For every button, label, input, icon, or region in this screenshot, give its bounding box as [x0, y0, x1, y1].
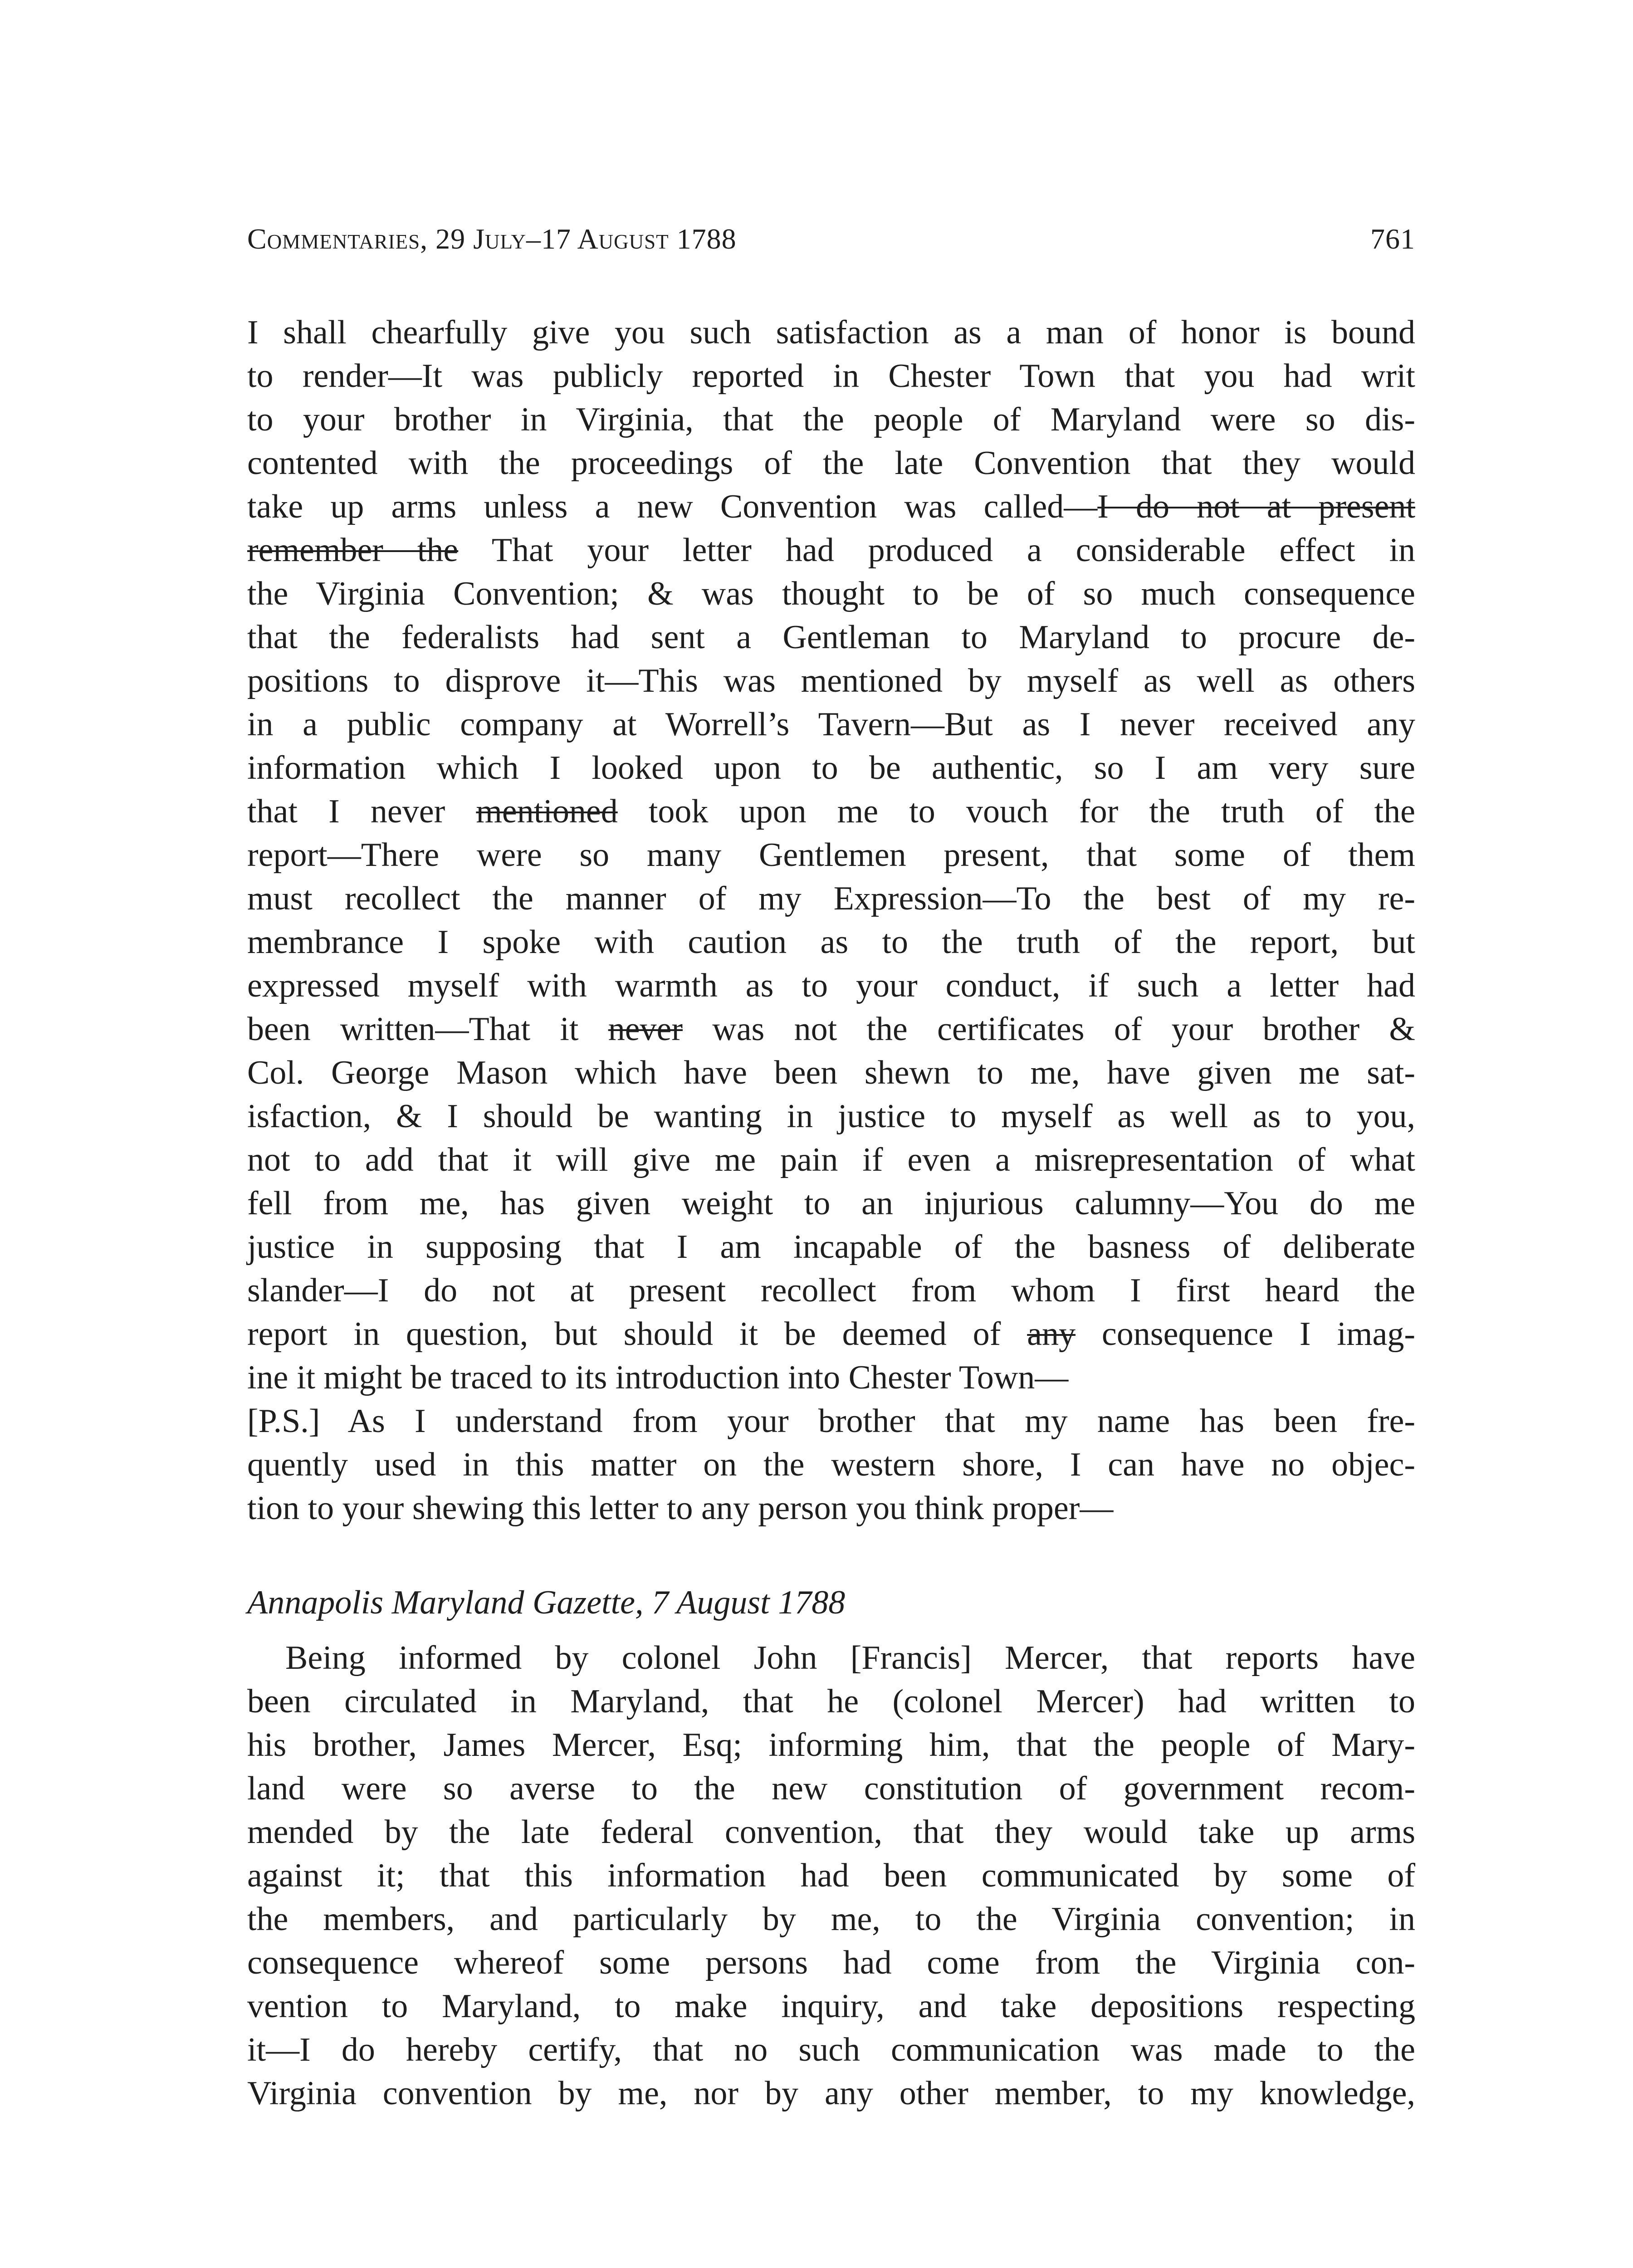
line-text: the Virginia Convention; & was thought to be of so much consequence — [247, 575, 1415, 612]
line-text: consequence I imag- — [1076, 1315, 1415, 1353]
text-line — [247, 1636, 1415, 1680]
text-line — [247, 1399, 1415, 1443]
line-text: justice in supposing that I am incapable of the basness of deliberate — [247, 1228, 1415, 1266]
line-text: slander—I do not at present recollect from whom I first heard the — [247, 1272, 1415, 1309]
text-line — [247, 572, 1415, 616]
text-line — [247, 441, 1415, 485]
text-line — [247, 1269, 1415, 1312]
text-line — [247, 964, 1415, 1007]
line-text: Col. George Mason which have been shewn to me, have given me sat- — [247, 1054, 1415, 1091]
line-text: take up arms unless a new Convention was called— — [247, 488, 1098, 525]
line-text: the members, and particularly by me, to the Virginia convention; in — [247, 1901, 1415, 1938]
text-line — [247, 2072, 1415, 2115]
text-line — [247, 746, 1415, 790]
line-text: report—There were so many Gentlemen present, that some of them — [247, 836, 1415, 874]
struck-text: any — [1027, 1315, 1076, 1353]
running-head — [247, 222, 1415, 277]
text-line — [247, 1138, 1415, 1182]
text-line — [247, 2028, 1415, 2072]
text-line — [247, 1051, 1415, 1095]
line-text: was not the certificates of your brother & — [683, 1011, 1415, 1048]
text-line — [247, 1810, 1415, 1854]
line-text: must recollect the manner of my Expression—To the best of my re- — [247, 880, 1415, 917]
struck-text: mentioned — [476, 793, 618, 830]
line-text: his brother, James Mercer, Esq; informing him, that the people of Mary- — [247, 1726, 1415, 1764]
gazette-text — [247, 1636, 1415, 2115]
text-line — [247, 1767, 1415, 1810]
text-line — [247, 790, 1415, 833]
text-line — [247, 1225, 1415, 1269]
line-text: membrance I spoke with caution as to the truth of the report, but — [247, 924, 1415, 961]
line-text: expressed myself with warmth as to your conduct, if such a letter had — [247, 967, 1415, 1004]
running-head-title: Commentaries, 29 July–17 August 1788 — [247, 223, 737, 255]
line-text: it—I do hereby certify, that no such communication was made to the — [247, 2031, 1415, 2068]
struck-text: remember the — [247, 532, 459, 569]
text-line — [247, 616, 1415, 659]
struck-text: I do not at present — [1097, 488, 1416, 525]
line-text: land were so averse to the new constitution of government recom- — [247, 1770, 1415, 1807]
text-line — [247, 398, 1415, 441]
text-line — [247, 1897, 1415, 1941]
letter-text — [247, 311, 1415, 1530]
line-text: against it; that this information had been communicated by some of — [247, 1857, 1415, 1894]
line-text: in a public company at Worrell’s Tavern—But as I never received any — [247, 706, 1415, 743]
book-page — [247, 222, 1415, 2115]
line-text: been circulated in Maryland, that he (colonel Mercer) had written to — [247, 1683, 1415, 1720]
line-text: been written—That it — [247, 1011, 608, 1048]
line-text: mended by the late federal convention, that they would take up arms — [247, 1813, 1415, 1851]
line-text: that I never — [247, 793, 476, 830]
line-text: information which I looked upon to be authentic, so I am very sure — [247, 749, 1415, 787]
line-text: vention to Maryland, to make inquiry, and take depositions respecting — [247, 1988, 1415, 2025]
text-line — [247, 1984, 1415, 2028]
page-number: 761 — [1370, 223, 1415, 255]
text-line — [247, 703, 1415, 746]
text-line — [247, 311, 1415, 354]
text-line — [247, 1182, 1415, 1225]
text-line — [247, 659, 1415, 703]
text-line — [247, 920, 1415, 964]
line-text: to render—It was publicly reported in Chester Town that you had writ — [247, 357, 1415, 395]
line-text: quently used in this matter on the western shore, I can have no objec- — [247, 1446, 1415, 1483]
line-text: Being informed by colonel John [Francis] Mercer, that reports have — [285, 1639, 1415, 1677]
line-text: That your letter had produced a considerable effect in — [458, 532, 1416, 569]
text-line — [247, 877, 1415, 920]
text-line — [247, 1312, 1415, 1356]
text-line — [247, 354, 1415, 398]
text-line — [247, 528, 1415, 572]
line-text: [P.S.] As I understand from your brother that my name has been fre- — [247, 1403, 1415, 1440]
line-text: I shall chearfully give you such satisfaction as a man of honor is bound — [247, 314, 1415, 351]
line-text: isfaction, & I should be wanting in justice to myself as well as to you, — [247, 1098, 1415, 1135]
line-text: fell from me, has given weight to an injurious calumny—You do me — [247, 1185, 1415, 1222]
text-line — [247, 1356, 1415, 1399]
text-line — [247, 1095, 1415, 1138]
line-text: to your brother in Virginia, that the people of Maryland were so dis- — [247, 401, 1415, 438]
line-text: consequence whereof some persons had come from the Virginia con- — [247, 1944, 1415, 1981]
text-line — [247, 1680, 1415, 1723]
line-text: that the federalists had sent a Gentleman to Maryland to procure de- — [247, 619, 1415, 656]
line-text: not to add that it will give me pain if even a misrepresentation of what — [247, 1141, 1415, 1178]
text-line — [247, 1007, 1415, 1051]
text-line — [247, 1941, 1415, 1984]
text-line — [247, 1486, 1415, 1530]
text-line — [247, 485, 1415, 528]
line-text: tion to your shewing this letter to any person you think proper— — [247, 1490, 1114, 1527]
struck-text: never — [608, 1011, 683, 1048]
line-text: report in question, but should it be deemed of — [247, 1315, 1027, 1353]
line-text: Virginia convention by me, nor by any other member, to my knowledge, — [247, 2075, 1415, 2112]
line-text: positions to disprove it—This was mentioned by myself as well as others — [247, 662, 1415, 699]
text-line — [247, 1443, 1415, 1486]
source-heading: Annapolis Maryland Gazette, 7 August 1788 — [247, 1584, 846, 1621]
text-line — [247, 1723, 1415, 1767]
text-line — [247, 1854, 1415, 1897]
line-text: contented with the proceedings of the late Convention that they would — [247, 445, 1415, 482]
line-text: took upon me to vouch for the truth of the — [617, 793, 1415, 830]
text-line — [247, 833, 1415, 877]
line-text: ine it might be traced to its introduction into Chester Town— — [247, 1359, 1069, 1396]
